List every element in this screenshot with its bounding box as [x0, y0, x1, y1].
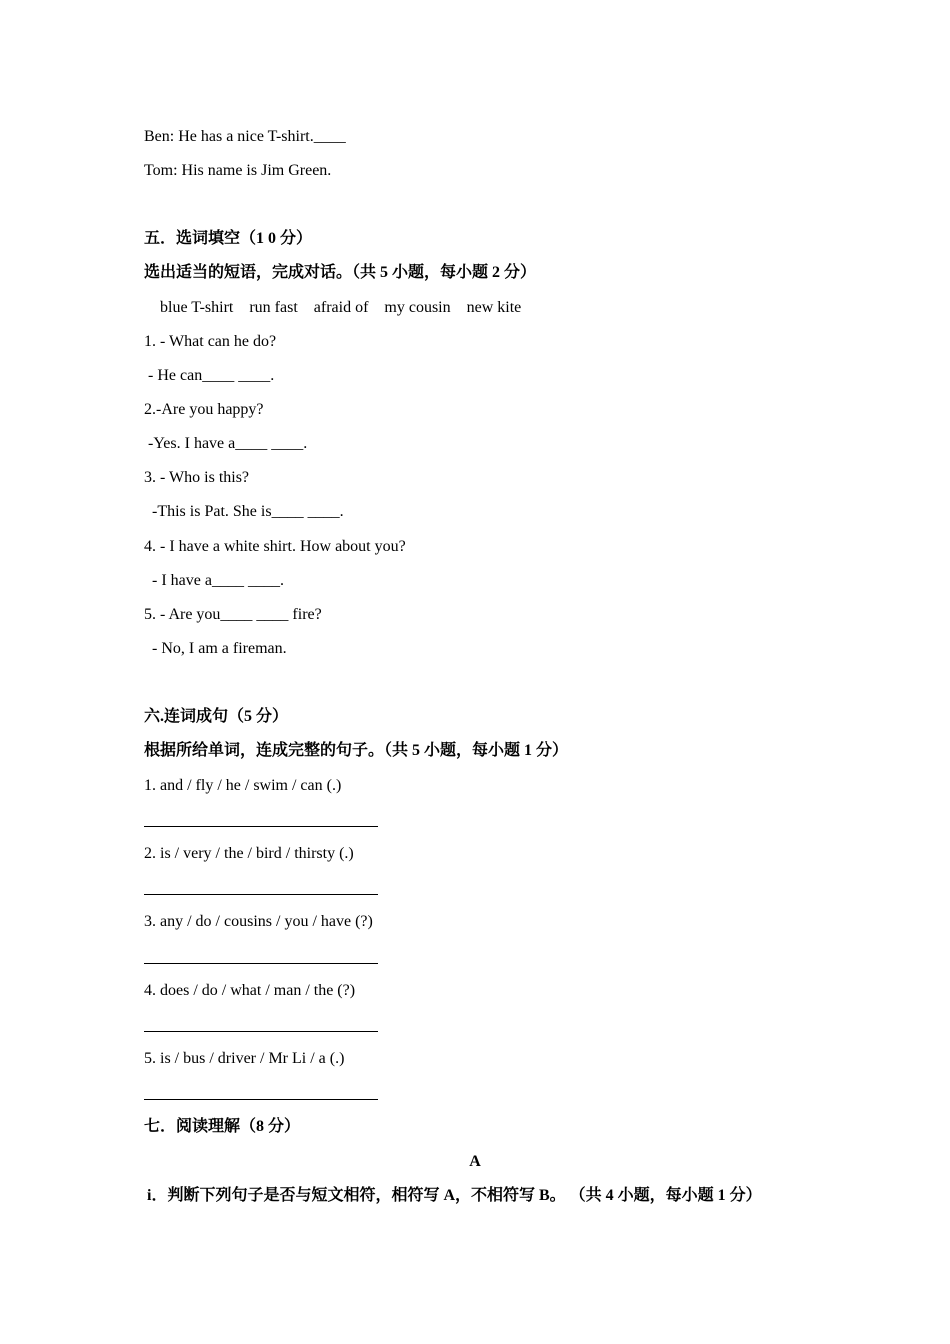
section6-item-3: 3. any / do / cousins / you / have (?) — [144, 913, 373, 930]
section5-q3: 3. - Who is this? — [144, 469, 250, 486]
answer-line-2[interactable] — [144, 894, 378, 895]
section6-item-5: 5. is / bus / driver / Mr Li / a (.) — [144, 1050, 345, 1067]
section5-heading: 五．选词填空（1 0 分） — [144, 230, 313, 247]
word-bank: blue T-shirt run fast afraid of my cousin new kite — [160, 299, 522, 316]
section5-a5: - No, I am a fireman. — [144, 640, 287, 657]
section5-a3: -This is Pat. She is____ ____. — [144, 503, 344, 520]
section6-instruction: 根据所给单词，连成完整的句子。（共 5 小题，每小题 1 分） — [144, 742, 569, 759]
section6-item-4: 4. does / do / what / man / the (?) — [144, 982, 356, 999]
section5-q2: 2.-Are you happy? — [144, 401, 264, 418]
answer-line-4[interactable] — [144, 1031, 378, 1032]
section5-a1: - He can____ ____. — [144, 367, 275, 384]
section5-q1: 1. - What can he do? — [144, 333, 277, 350]
section5-instruction: 选出适当的短语，完成对话。（共 5 小题，每小题 2 分） — [144, 264, 537, 281]
section6-item-1: 1. and / fly / he / swim / can (.) — [144, 777, 342, 794]
section5-q4: 4. - I have a white shirt. How about you? — [144, 538, 406, 555]
section5-a2: -Yes. I have a____ ____. — [144, 435, 308, 452]
answer-line-1[interactable] — [144, 826, 378, 827]
dialogue-line-ben: Ben: He has a nice T-shirt.____ — [144, 128, 346, 145]
answer-line-3[interactable] — [144, 963, 378, 964]
dialogue-line-tom: Tom: His name is Jim Green. — [144, 162, 332, 179]
section5-a4: - I have a____ ____. — [144, 572, 284, 589]
section5-q5: 5. - Are you____ ____ fire? — [144, 606, 322, 623]
answer-line-5[interactable] — [144, 1099, 378, 1100]
section7-heading: 七．阅读理解（8 分） — [144, 1118, 301, 1135]
section7-part-label: A — [469, 1153, 481, 1170]
section6-item-2: 2. is / very / the / bird / thirsty (.) — [144, 845, 354, 862]
section6-heading: 六.连词成句（5 分） — [144, 708, 289, 725]
section7-instruction: i．判断下列句子是否与短文相符，相符写 A，不相符写 B。 （共 4 小题，每小题 1 分） — [147, 1187, 762, 1204]
